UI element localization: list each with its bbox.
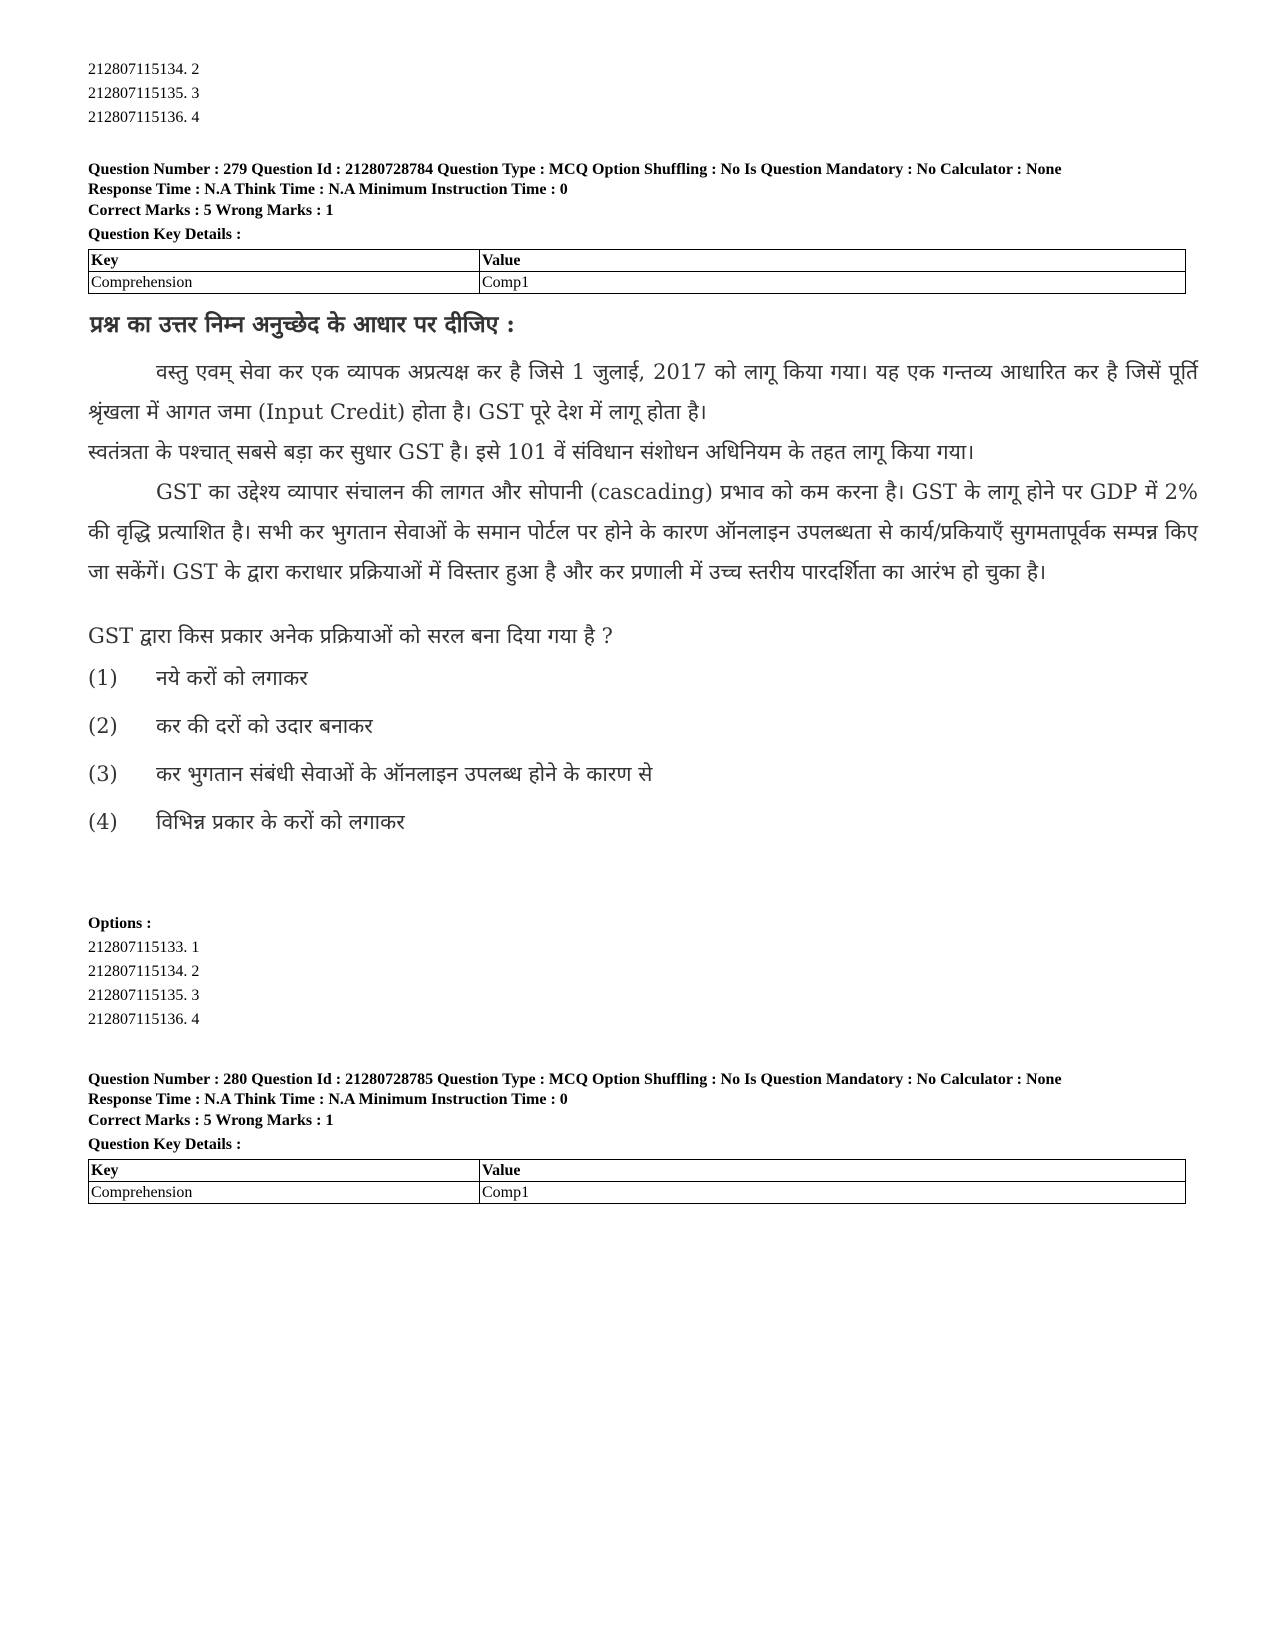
marks-line: Correct Marks : 5 Wrong Marks : 1 (88, 202, 334, 219)
answer-choice (88, 702, 1198, 750)
passage-paragraph: वस्तु एवम् सेवा कर एक व्यापक अप्रत्यक्ष कर है जिसे 1 जुलाई, 2017 को लागू किया गया। यह एक गन्तव्य आधारित कर है जिसें पूर्ति श्रृंखला में आगत जमा (Input Credit) होता है। GST पूरे देश में लागू होता है। (88, 360, 1198, 424)
question-meta-line: Question Number : 280 Question Id : 21280728785 Question Type : MCQ Option Shuffling : No Is Question Mandatory : No Calculator : None (88, 1071, 1062, 1088)
passage-question: GST द्वारा किस प्रकार अनेक प्रक्रियाओं को सरल बना दिया गया है ? (88, 624, 613, 648)
choice-number: (4) (88, 810, 118, 834)
passage-paragraph: स्वतंत्रता के पश्चात् सबसे बड़ा कर सुधार GST है। इसे 101 वें संविधान संशोधन अधिनियम के तहत लागू किया गया। (88, 440, 975, 464)
choice-number: (2) (88, 714, 118, 738)
question-header (88, 160, 1186, 199)
passage-paragraph: GST का उद्देश्य व्यापार संचालन की लागत और सोपानी (cascading) प्रभाव को कम करना है। GST के लागू होने पर GDP में 2% की वृद्धि प्रत्याशित है। सभी कर भुगतान सेवाओं के समान पोर्टल पर होने के कारण ऑनलाइन उपलब्धता से कार्य/प्रकियाएँ सुगमतापूर्वक सम्पन्न किए जा सकेंगें। GST के द्वारा कराधार प्रक्रियाओं में विस्तार हुआ है और कर प्रणाली में उच्च स्तरीय पारदर्शिता का आरंभ हो चुका है। (88, 480, 1198, 584)
table-row (89, 272, 1186, 294)
option-line: 212807115134. 2 (88, 963, 200, 980)
options-label: Options : (88, 915, 152, 932)
key-details-label: Question Key Details : (88, 226, 242, 243)
options-list (88, 912, 199, 1032)
question-header (88, 1070, 1186, 1109)
table-row (89, 1182, 1186, 1204)
answer-choice (88, 654, 1198, 702)
choice-text: कर भुगतान संबंधी सेवाओं के ऑनलाइन उपलब्ध होने के कारण से (156, 762, 653, 786)
table-header-key: Key (89, 250, 480, 272)
choice-number: (3) (88, 762, 118, 786)
question-block-280 (88, 1070, 1186, 1204)
table-header-value: Value (480, 250, 1186, 272)
table-header-row (89, 1160, 1186, 1182)
option-line: 212807115136. 4 (88, 1011, 200, 1028)
table-header-value: Value (480, 1160, 1186, 1182)
option-line: 212807115135. 3 (88, 85, 200, 102)
choice-text: कर की दरों को उदार बनाकर (156, 714, 373, 738)
option-line: 212807115135. 3 (88, 987, 200, 1004)
previous-options-list (88, 58, 199, 130)
table-header-key: Key (89, 1160, 480, 1182)
choice-text: विभिन्न प्रकार के करों को लगाकर (156, 810, 405, 834)
table-cell-value: Comp1 (480, 1182, 1186, 1204)
table-cell-value: Comp1 (480, 272, 1186, 294)
table-cell-key: Comprehension (89, 272, 480, 294)
question-timing-line: Response Time : N.A Think Time : N.A Minimum Instruction Time : 0 (88, 1091, 568, 1108)
question-block-279 (88, 160, 1186, 294)
answer-choice (88, 750, 1198, 798)
marks-line: Correct Marks : 5 Wrong Marks : 1 (88, 1112, 334, 1129)
key-details-label: Question Key Details : (88, 1136, 242, 1153)
option-line: 212807115134. 2 (88, 61, 200, 78)
choice-number: (1) (88, 666, 118, 690)
answer-choice (88, 798, 1198, 846)
question-timing-line: Response Time : N.A Think Time : N.A Minimum Instruction Time : 0 (88, 181, 568, 198)
question-meta-line: Question Number : 279 Question Id : 21280728784 Question Type : MCQ Option Shuffling : No Is Question Mandatory : No Calculator : None (88, 161, 1062, 178)
question-key-table (88, 249, 1186, 294)
table-cell-key: Comprehension (89, 1182, 480, 1204)
passage-instruction: प्रश्न का उत्तर निम्न अनुच्छेद के आधार पर दीजिए : (90, 311, 515, 338)
choice-text: नये करों को लगाकर (156, 666, 308, 690)
comprehension-passage (88, 310, 1198, 846)
question-key-table (88, 1159, 1186, 1204)
table-header-row (89, 250, 1186, 272)
option-line: 212807115133. 1 (88, 939, 200, 956)
option-line: 212807115136. 4 (88, 109, 200, 126)
